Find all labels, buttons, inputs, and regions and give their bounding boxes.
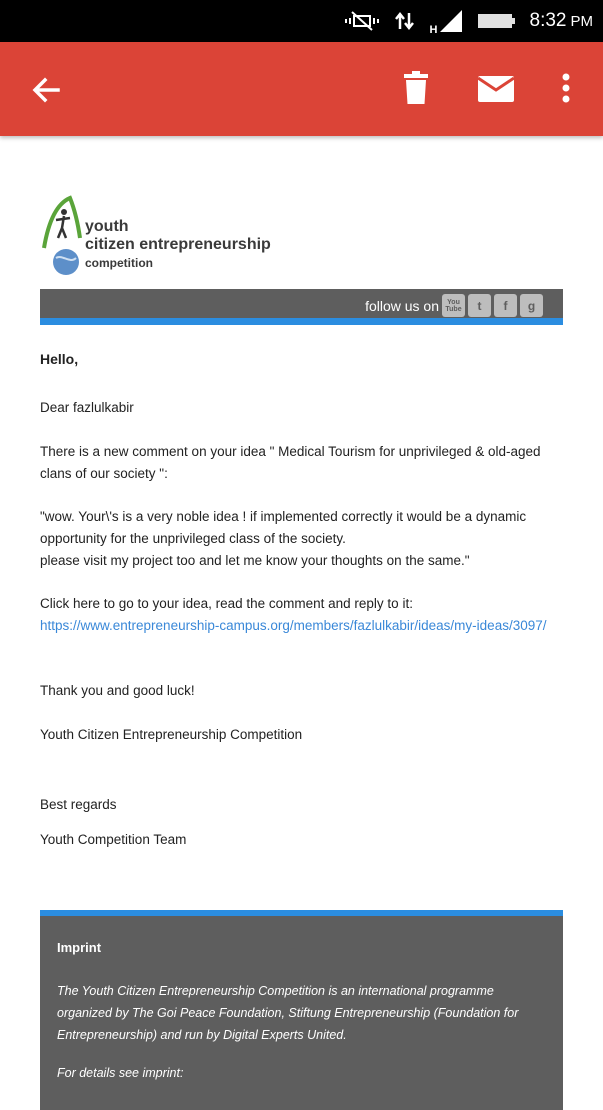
more-vert-icon[interactable]: [552, 68, 580, 108]
regards-text: Best regards: [40, 797, 117, 812]
idea-link[interactable]: https://www.entrepreneurship-campus.org/members/fazlulkabir/ideas/my-ideas/3097/: [40, 618, 547, 633]
status-bar: [0, 0, 603, 42]
xing-icon[interactable]: g: [520, 294, 543, 317]
data-transfer-icon: [394, 11, 416, 31]
comment-intro: There is a new comment on your idea " Medical Tourism for unprivileged & old-aged clans of our society ":: [40, 444, 541, 481]
facebook-icon[interactable]: f: [494, 294, 517, 317]
comment-line-1: "wow. Your\'s is a very noble idea ! if implemented correctly it would be a dynamic opportunity for the unprivileged class of the society.: [40, 509, 527, 546]
greeting: Hello,: [40, 351, 79, 367]
org-name: Youth Citizen Entrepreneurship Competition: [40, 727, 303, 742]
battery-icon: [478, 12, 516, 30]
logo-figure-icon: [40, 194, 84, 278]
follow-bar: [40, 289, 563, 325]
signal-wrapper: [430, 8, 464, 34]
signal-icon: [440, 10, 464, 32]
team-signature: Youth Competition Team: [40, 832, 187, 847]
comment-text: [40, 506, 560, 572]
salutation: Dear fazlulkabir: [40, 400, 134, 415]
click-here-text: Click here to go to your idea, read the comment and reply to it:: [40, 596, 413, 611]
follow-us-label: follow us on: [365, 298, 439, 314]
clock: [530, 10, 593, 32]
logo-line-1: youth: [85, 218, 129, 235]
comment-line-2: please visit my project too and let me know your thoughts on the same.": [40, 553, 470, 568]
imprint-body: The Youth Citizen Entrepreneurship Competition is an international programme organized by The Goi Peace Foundation, Stiftung Entrepreneurship (Foundation for Entrepreneurship) and run by Digital Experts United.: [57, 984, 519, 1042]
social-icons: [442, 294, 543, 317]
imprint-details: For details see imprint:: [57, 1066, 184, 1080]
twitter-icon[interactable]: t: [468, 294, 491, 317]
mail-icon[interactable]: [474, 68, 518, 108]
email-body[interactable]: [0, 136, 603, 1080]
logo-line-2: citizen entrepreneurship: [85, 236, 271, 253]
back-arrow-icon[interactable]: [26, 70, 66, 110]
trash-icon[interactable]: [396, 68, 436, 108]
vibrate-off-icon: [344, 9, 380, 33]
status-icons: [344, 0, 593, 42]
logo-line-3: competition: [85, 256, 153, 270]
app-bar: [0, 42, 603, 136]
clock-time: 8:32: [529, 10, 567, 31]
imprint-title: Imprint: [57, 940, 102, 955]
network-type-label: H: [429, 24, 438, 36]
thanks-text: Thank you and good luck!: [40, 683, 195, 698]
competition-logo: [40, 194, 280, 278]
clock-ampm: PM: [570, 13, 593, 30]
imprint-footer: [40, 910, 563, 1110]
youtube-icon[interactable]: You Tube: [442, 294, 465, 317]
